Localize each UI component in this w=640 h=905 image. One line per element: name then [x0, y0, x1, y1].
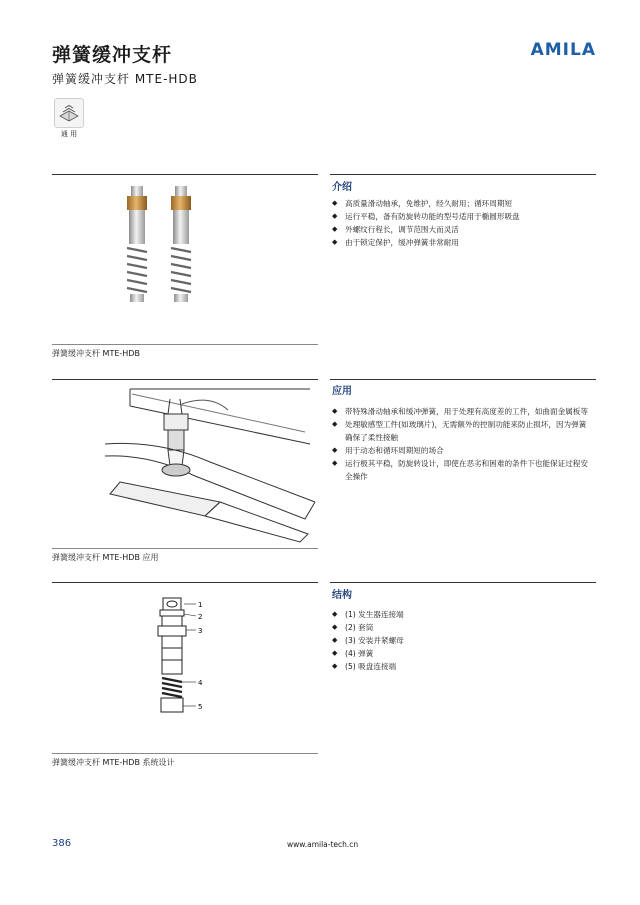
- application-bullet-list: [332, 405, 590, 483]
- divider: [52, 174, 318, 175]
- section-heading: 应用: [332, 386, 352, 397]
- divider: [330, 174, 596, 175]
- universal-application-icon: [54, 98, 84, 128]
- callout-label: 5: [198, 703, 203, 711]
- product-photo-spring-plungers: [110, 184, 220, 314]
- section-heading: 介绍: [332, 182, 352, 193]
- list-item: ◆ 由于锁定保护，缓冲弹簧非常耐用: [332, 236, 594, 249]
- divider: [52, 753, 318, 754]
- brand-logo: AMILA: [530, 40, 596, 60]
- intro-bullet-list: [332, 197, 594, 249]
- callout-label: 2: [198, 613, 203, 621]
- figure-caption: 弹簧缓冲支杆 MTE-HDB 系统设计: [52, 758, 175, 767]
- figure-caption: 弹簧缓冲支杆 MTE-HDB 应用: [52, 553, 159, 562]
- page-number: 386: [52, 838, 72, 849]
- callout-label: 4: [198, 679, 203, 687]
- list-item: ◆ (1) 发生器连接端: [332, 608, 590, 621]
- system-design-drawing: [150, 594, 220, 722]
- list-item: ◆ 外螺纹行程长，调节范围大而灵活: [332, 223, 594, 236]
- website-url[interactable]: www.amila-tech.cn: [287, 840, 359, 849]
- divider: [330, 379, 596, 380]
- list-item: ◆ 运行极其平稳，防旋转设计，即使在恶劣和困难的条件下也能保证过程安全操作: [332, 457, 590, 483]
- structure-bullet-list: [332, 608, 590, 673]
- figure-caption: 弹簧缓冲支杆 MTE-HDB: [52, 349, 140, 358]
- list-item: ◆ 运行平稳，备有防旋转功能的型号适用于椭圆形吸盘: [332, 210, 594, 223]
- list-item: ◆ 带特殊滑动轴承和缓冲弹簧，用于处理有高度差的工件，如曲面金属板等: [332, 405, 590, 418]
- page-title: 弹簧缓冲支杆: [52, 44, 173, 66]
- usage-label: 通 用: [60, 130, 78, 138]
- list-item: ◆ 高质量滑动轴承，免维护，经久耐用；循环周期短: [332, 197, 594, 210]
- list-item: ◆ 用于动态和循环周期短的场合: [332, 444, 590, 457]
- divider: [52, 548, 318, 549]
- list-item: ◆ 处理敏感型工件(如玻璃片)，无需额外的控制功能来防止损坏，因为弹簧确保了柔性接触: [332, 418, 590, 444]
- section-heading: 结构: [332, 590, 352, 601]
- list-item: ◆ (5) 吸盘连接端: [332, 660, 590, 673]
- divider: [52, 344, 318, 345]
- divider: [52, 379, 318, 380]
- list-item: ◆ (2) 套筒: [332, 621, 590, 634]
- callout-label: 1: [198, 601, 203, 609]
- divider: [52, 582, 318, 583]
- list-item: ◆ (4) 弹簧: [332, 647, 590, 660]
- divider: [330, 582, 596, 583]
- application-illustration: [100, 384, 320, 544]
- list-item: ◆ (3) 安装并紧螺母: [332, 634, 590, 647]
- callout-label: 3: [198, 627, 203, 635]
- page-subtitle: 弹簧缓冲支杆 MTE-HDB: [52, 72, 198, 86]
